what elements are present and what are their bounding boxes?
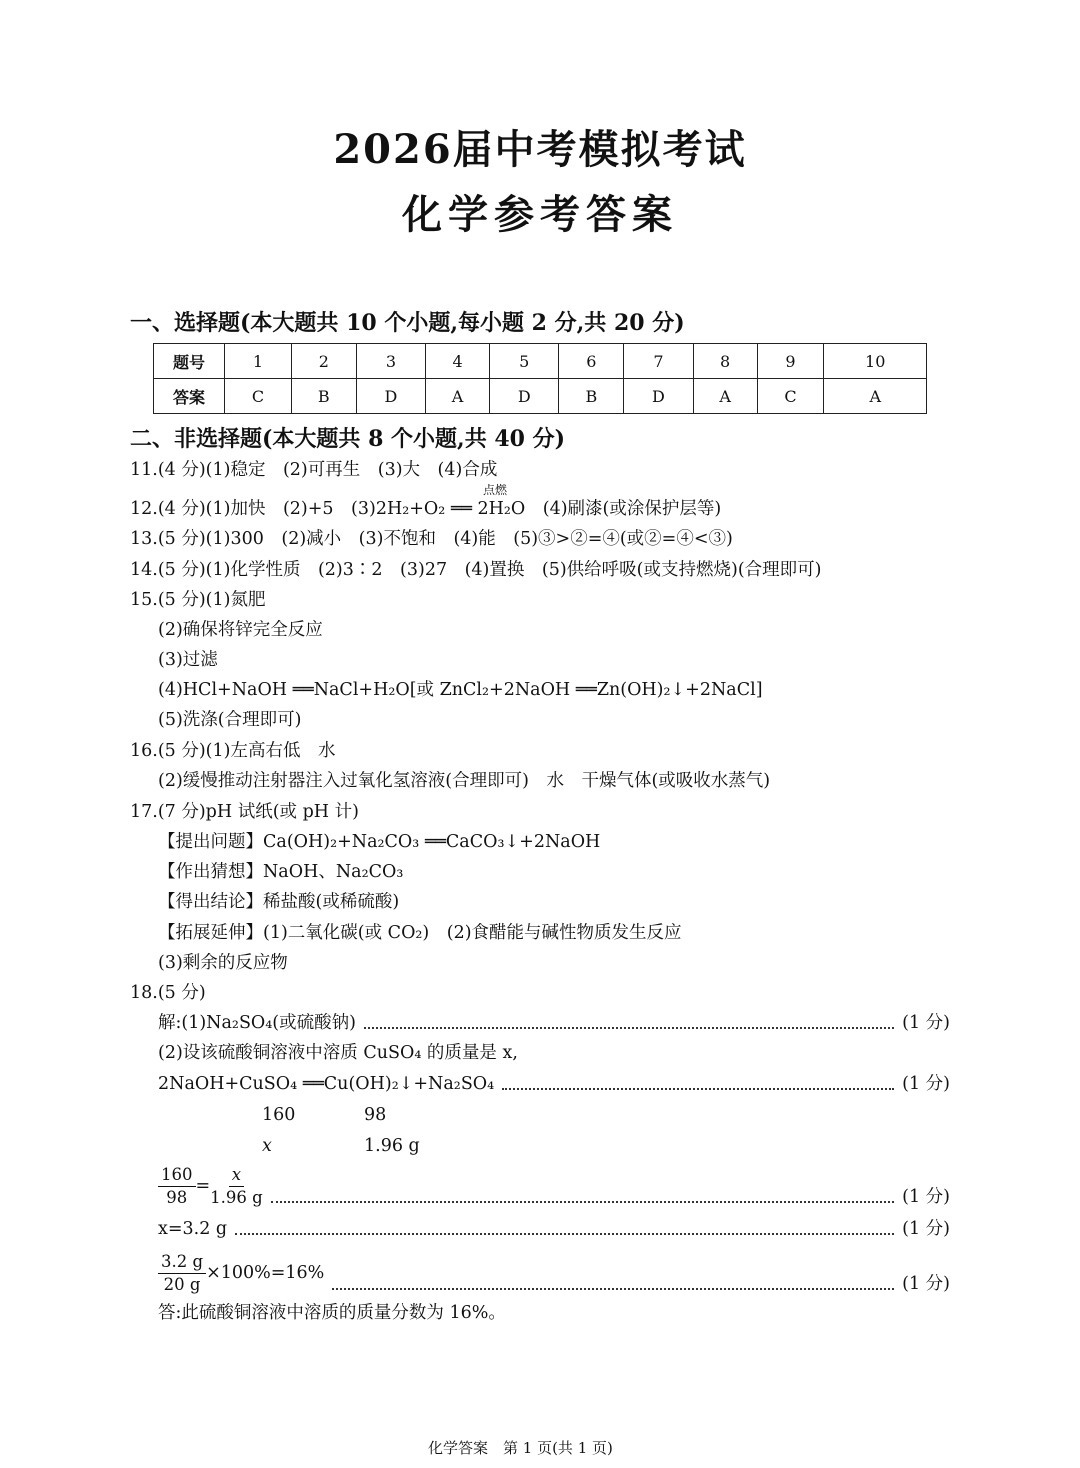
table-row bbox=[154, 344, 927, 379]
answer-table bbox=[153, 343, 927, 414]
section2-heading: 二、非选择题(本大题共 8 个小题,共 40 分) bbox=[130, 426, 566, 452]
q18-line: 解:(1)Na₂SO₄(或硫酸钠) (1 分) bbox=[158, 1013, 950, 1033]
answer-cell: D bbox=[624, 379, 693, 414]
question-number: 4 bbox=[426, 344, 490, 379]
answer-cell: A bbox=[824, 379, 927, 414]
answer-cell: C bbox=[225, 379, 292, 414]
answer-line: 14.(5 分)(1)化学性质 (2)3∶2 (3)27 (4)置换 (5)供给呼吸(或支持燃烧)(合理即可) bbox=[130, 560, 822, 580]
answer-line: 13.(5 分)(1)300 (2)减小 (3)不饱和 (4)能 (5)③>②=④(或②=④<③) bbox=[130, 529, 733, 549]
question-number: 10 bbox=[824, 344, 927, 379]
answer-cell: D bbox=[490, 379, 559, 414]
molar-mass: 98 bbox=[364, 1105, 387, 1125]
answer-line: 【拓展延伸】(1)二氧化碳(或 CO₂) (2)食醋能与碱性物质发生反应 bbox=[158, 923, 682, 943]
q18-proportion: $\frac{160}{98}$ = $\frac{x}{1.96 g}$ (1 分) bbox=[158, 1164, 950, 1209]
question-number: 6 bbox=[559, 344, 624, 379]
unknown-mass: x bbox=[262, 1136, 272, 1156]
answer-line: 16.(5 分)(1)左高右低 水 bbox=[130, 741, 336, 761]
answer-cell: C bbox=[757, 379, 824, 414]
known-mass: 1.96 g bbox=[364, 1136, 420, 1156]
q18-line: 2NaOH+CuSO₄ ══Cu(OH)₂↓+Na₂SO₄ (1 分) bbox=[158, 1074, 950, 1094]
question-number: 5 bbox=[490, 344, 559, 379]
answer-line: 【得出结论】稀盐酸(或稀硫酸) bbox=[158, 892, 400, 912]
question-number: 1 bbox=[225, 344, 292, 379]
question-number: 7 bbox=[624, 344, 693, 379]
answer-line: (2)缓慢推动注射器注入过氧化氢溶液(合理即可) 水 干燥气体(或吸收水蒸气) bbox=[158, 771, 771, 791]
page-title: 2026届中考模拟考试 bbox=[333, 126, 747, 173]
answer-cell: D bbox=[356, 379, 425, 414]
page-footer: 化学答案 第 1 页(共 1 页) bbox=[428, 1439, 613, 1457]
answer-line: 17.(7 分)pH 试纸(或 pH 计) bbox=[130, 802, 359, 822]
answer-cell: B bbox=[291, 379, 356, 414]
answer-line: (3)剩余的反应物 bbox=[158, 953, 288, 973]
question-number: 3 bbox=[356, 344, 425, 379]
molar-mass: 160 bbox=[262, 1105, 296, 1125]
answer-line: 11.(4 分)(1)稳定 (2)可再生 (3)大 (4)合成 bbox=[130, 460, 498, 480]
reaction-condition: 点燃 bbox=[483, 483, 508, 497]
answer-line: (2)确保将锌完全反应 bbox=[158, 620, 323, 640]
answer-line: 【作出猜想】NaOH、Na₂CO₃ bbox=[158, 862, 404, 882]
section1-heading: 一、选择题(本大题共 10 个小题,每小题 2 分,共 20 分) bbox=[130, 310, 685, 336]
page-subtitle: 化学参考答案 bbox=[402, 191, 678, 238]
answer-cell: A bbox=[426, 379, 490, 414]
answer-line: (3)过滤 bbox=[158, 650, 218, 670]
answer-line: (5)洗涤(合理即可) bbox=[158, 710, 302, 730]
question-number: 9 bbox=[757, 344, 824, 379]
answer-line: 15.(5 分)(1)氮肥 bbox=[130, 590, 266, 610]
answer-cell: A bbox=[693, 379, 757, 414]
answer-line: 【提出问题】Ca(OH)₂+Na₂CO₃ ══CaCO₃↓+2NaOH bbox=[158, 832, 601, 852]
answer-line: (4)HCl+NaOH ══NaCl+H₂O[或 ZnCl₂+2NaOH ══Zn(OH)₂↓+2NaCl] bbox=[158, 680, 763, 700]
answer-line: 12.(4 分)(1)加快 (2)+5 (3)2H₂+O₂ ══ 2H₂O (4)刷漆(或涂保护层等) bbox=[130, 499, 722, 519]
q18-line: x=3.2 g (1 分) bbox=[158, 1219, 950, 1239]
answer-cell: B bbox=[559, 379, 624, 414]
score: (1 分) bbox=[902, 1013, 950, 1033]
q18-line: (2)设该硫酸铜溶液中溶质 CuSO₄ 的质量是 x, bbox=[158, 1043, 518, 1063]
q18-answer: 答:此硫酸铜溶液中溶质的质量分数为 16%。 bbox=[158, 1303, 506, 1323]
table-row bbox=[154, 379, 927, 414]
question-number: 8 bbox=[693, 344, 757, 379]
q18-percentage: $\frac{3.2 g}{20 g}$ ×100%=16% (1 分) bbox=[158, 1251, 950, 1296]
question-number: 2 bbox=[291, 344, 356, 379]
row-label: 题号 bbox=[154, 344, 225, 379]
answer-line: 18.(5 分) bbox=[130, 983, 206, 1003]
row-label: 答案 bbox=[154, 379, 225, 414]
